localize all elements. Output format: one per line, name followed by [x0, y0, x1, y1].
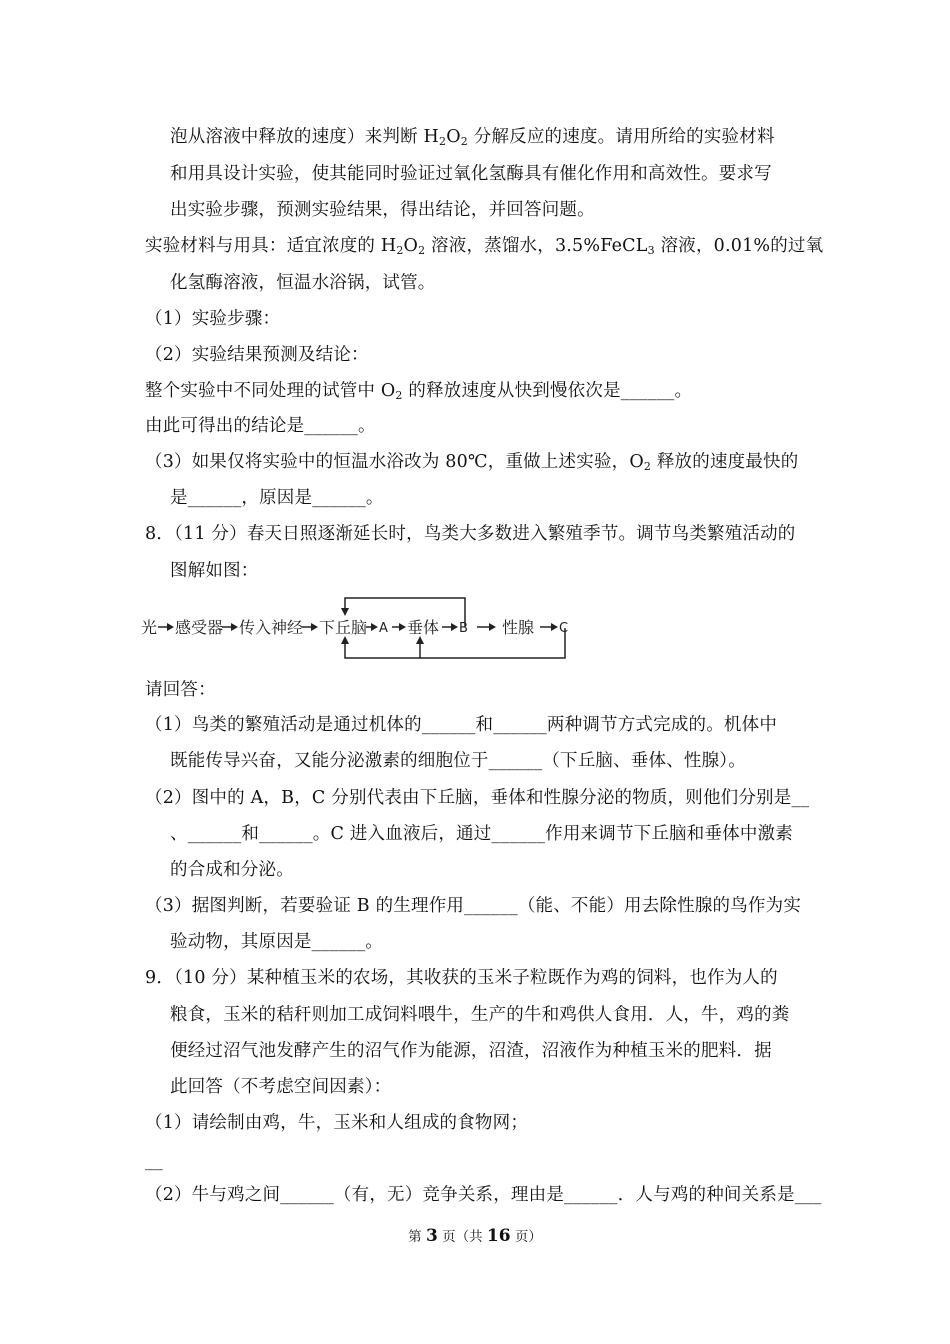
total-page-count: 16 [486, 1226, 511, 1246]
bird-reproduction-regulation-diagram [140, 590, 580, 660]
text-line: 整个实验中不同处理的试管中 $O_2$ 的释放速度从快到慢依次是______。 [145, 381, 693, 402]
text-line: （2）牛与鸡之间______（有，无）竞争关系，理由是______．人与鸡的种间关系是___ [145, 1185, 822, 1205]
node-a: A [379, 621, 388, 636]
footer-suffix: 页） [514, 1229, 542, 1245]
subscript: 2 [643, 460, 652, 473]
node-pituitary: 垂体 [407, 618, 440, 637]
text-line: 便经过沼气池发酵产生的沼气作为能源，沼渣，沼液作为种植玉米的肥料．据 [170, 1041, 772, 1061]
current-page-number: 3 [425, 1226, 438, 1246]
text-line: 此回答（不考虑空间因素）： [170, 1077, 392, 1097]
text-line: （1）鸟类的繁殖活动是通过机体的______和______两种调节方式完成的。机体中 [145, 715, 778, 735]
text-line: （1）请绘制由鸡，牛，玉米和人组成的食物网； [145, 1113, 529, 1133]
footer-prefix: 第 [408, 1229, 422, 1245]
node-b: B [459, 621, 468, 636]
subscript: 2 [418, 244, 426, 257]
node-c: C [559, 621, 569, 636]
text-line: （3）如果仅将实验中的恒温水浴改为 80℃，重做上述实验，$O_2$ 释放的速度最快的 [145, 452, 799, 473]
text-line: 图解如图： [170, 561, 259, 581]
node-hypothalamus: 下丘脑 [319, 618, 368, 637]
text-line: （3）据图判断，若要验证 B 的生理作用______（能、不能）用去除性腺的鸟作为实 [145, 896, 802, 916]
text-line: 既能传导兴奋，又能分泌激素的细胞位于______（下丘脑、垂体、性腺）。 [170, 751, 746, 771]
text-line: 是______，原因是______。 [170, 488, 384, 508]
text-line: 的合成和分泌。 [170, 860, 294, 880]
text-line: 验动物，其原因是______。 [170, 932, 383, 952]
text-line: __ [145, 1151, 163, 1171]
subscript: 2 [395, 389, 403, 402]
text-line: 出实验步骤，预测实验结果，得出结论，并回答问题。 [170, 200, 595, 220]
text-line: 由此可得出的结论是______。 [145, 416, 376, 436]
text-line: 化氢酶溶液，恒温水浴锅，试管。 [170, 273, 436, 293]
text-line: 泡从溶液中释放的速度）来判断 $H_2O_2$ 分解反应的速度。请用所给的实验材料 [170, 127, 775, 148]
text-line: 请回答： [145, 680, 216, 700]
node-light: 光 [141, 618, 158, 637]
subscript: 2 [439, 135, 447, 148]
node-afferent-nerve: 传入神经 [239, 618, 304, 637]
page-footer [0, 1226, 950, 1247]
text-line: （1）实验步骤： [145, 309, 281, 329]
text-line: （2）实验结果预测及结论： [145, 345, 369, 365]
node-gonad: 性腺 [502, 618, 535, 637]
text-line: 实验材料与用具：适宜浓度的 $H_2O_2$ 溶液，蒸馏水，3.5%FeCL$_3$ 溶液，0.01%的过氧 [145, 236, 824, 257]
subscript: 2 [460, 135, 468, 148]
node-receptor: 感受器 [175, 618, 224, 637]
text-line: 粮食，玉米的秸秆则加工成饲料喂牛，生产的牛和鸡供人食用．人，牛，鸡的粪 [170, 1005, 790, 1025]
text-line: 、______和______。C 进入血液后，通过______作用来调节下丘脑和垂体中激素 [170, 824, 793, 844]
text-line: （2）图中的 A，B，C 分别代表由下丘脑，垂体和性腺分泌的物质，则他们分别是__ [145, 788, 810, 808]
subscript: 2 [396, 244, 404, 257]
text-line: 和用具设计实验，使其能同时验证过氧化氢酶具有催化作用和高效性。要求写 [170, 164, 772, 184]
text-line: 8．（11 分）春天日照逐渐延长时，鸟类大多数进入繁殖季节。调节鸟类繁殖活动的 [145, 524, 796, 544]
text-line: 9．（10 分）某种植玉米的农场，其收获的玉米子粒既作为鸡的饲料，也作为人的 [145, 968, 778, 988]
footer-middle: 页（共 [442, 1229, 483, 1245]
subscript: 3 [647, 244, 655, 257]
